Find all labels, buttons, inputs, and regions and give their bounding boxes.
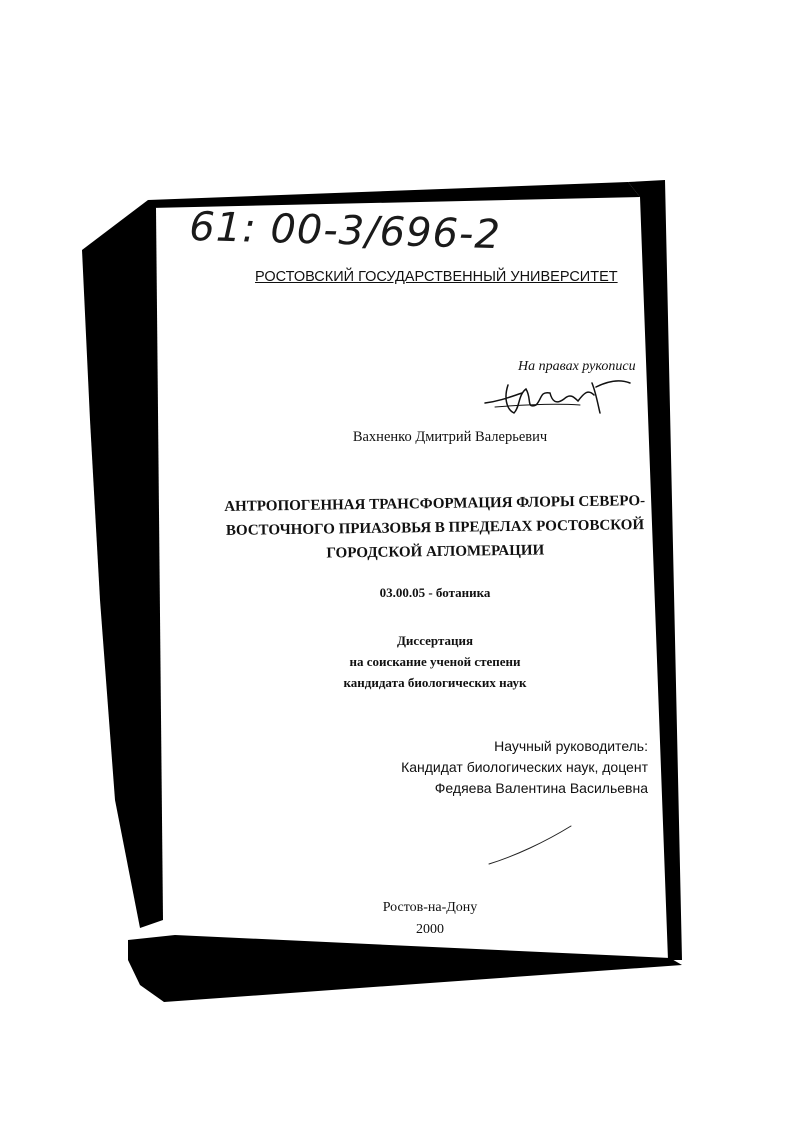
archive-stamp-number: 61: 00-3/696-2 bbox=[188, 204, 502, 259]
title-line-2: ВОСТОЧНОГО ПРИАЗОВЬЯ В ПРЕДЕЛАХ РОСТОВСКОЙ bbox=[225, 517, 645, 539]
scan-shadow-right bbox=[628, 180, 682, 960]
manuscript-rights-note: На правах рукописи bbox=[518, 359, 636, 374]
supervisor-degree: Кандидат биологических наук, доцент bbox=[401, 759, 648, 775]
author-name: Вахненко Дмитрий Валерьевич bbox=[352, 429, 548, 445]
pen-stroke-icon bbox=[485, 820, 575, 870]
university-name: РОСТОВСКИЙ ГОСУДАРСТВЕННЫЙ УНИВЕРСИТЕТ bbox=[255, 269, 618, 285]
degree-line-1: Диссертация bbox=[396, 633, 474, 648]
city-name: Ростов-на-Дону bbox=[382, 900, 478, 915]
degree-line-2: на соискание ученой степени bbox=[349, 654, 521, 669]
dissertation-title bbox=[215, 489, 656, 567]
title-line-3: ГОРОДСКОЙ АГЛОМЕРАЦИИ bbox=[326, 542, 545, 562]
degree-statement bbox=[305, 630, 565, 693]
title-line-1: АНТРОПОГЕННАЯ ТРАНСФОРМАЦИЯ ФЛОРЫ СЕВЕРО- bbox=[224, 493, 646, 515]
specialty-code: 03.00.05 - ботаника bbox=[379, 585, 491, 600]
scan-shadow-left bbox=[82, 200, 163, 928]
place-and-year bbox=[345, 897, 515, 941]
degree-line-3: кандидата биологических наук bbox=[343, 675, 527, 690]
supervisor-name: Федяева Валентина Васильевна bbox=[434, 780, 648, 796]
handwritten-signature-icon bbox=[480, 375, 635, 420]
scan-shadow-bottom bbox=[128, 935, 682, 1002]
supervisor-heading: Научный руководитель: bbox=[494, 738, 648, 754]
supervisor-block bbox=[380, 736, 648, 799]
year: 2000 bbox=[416, 922, 444, 937]
